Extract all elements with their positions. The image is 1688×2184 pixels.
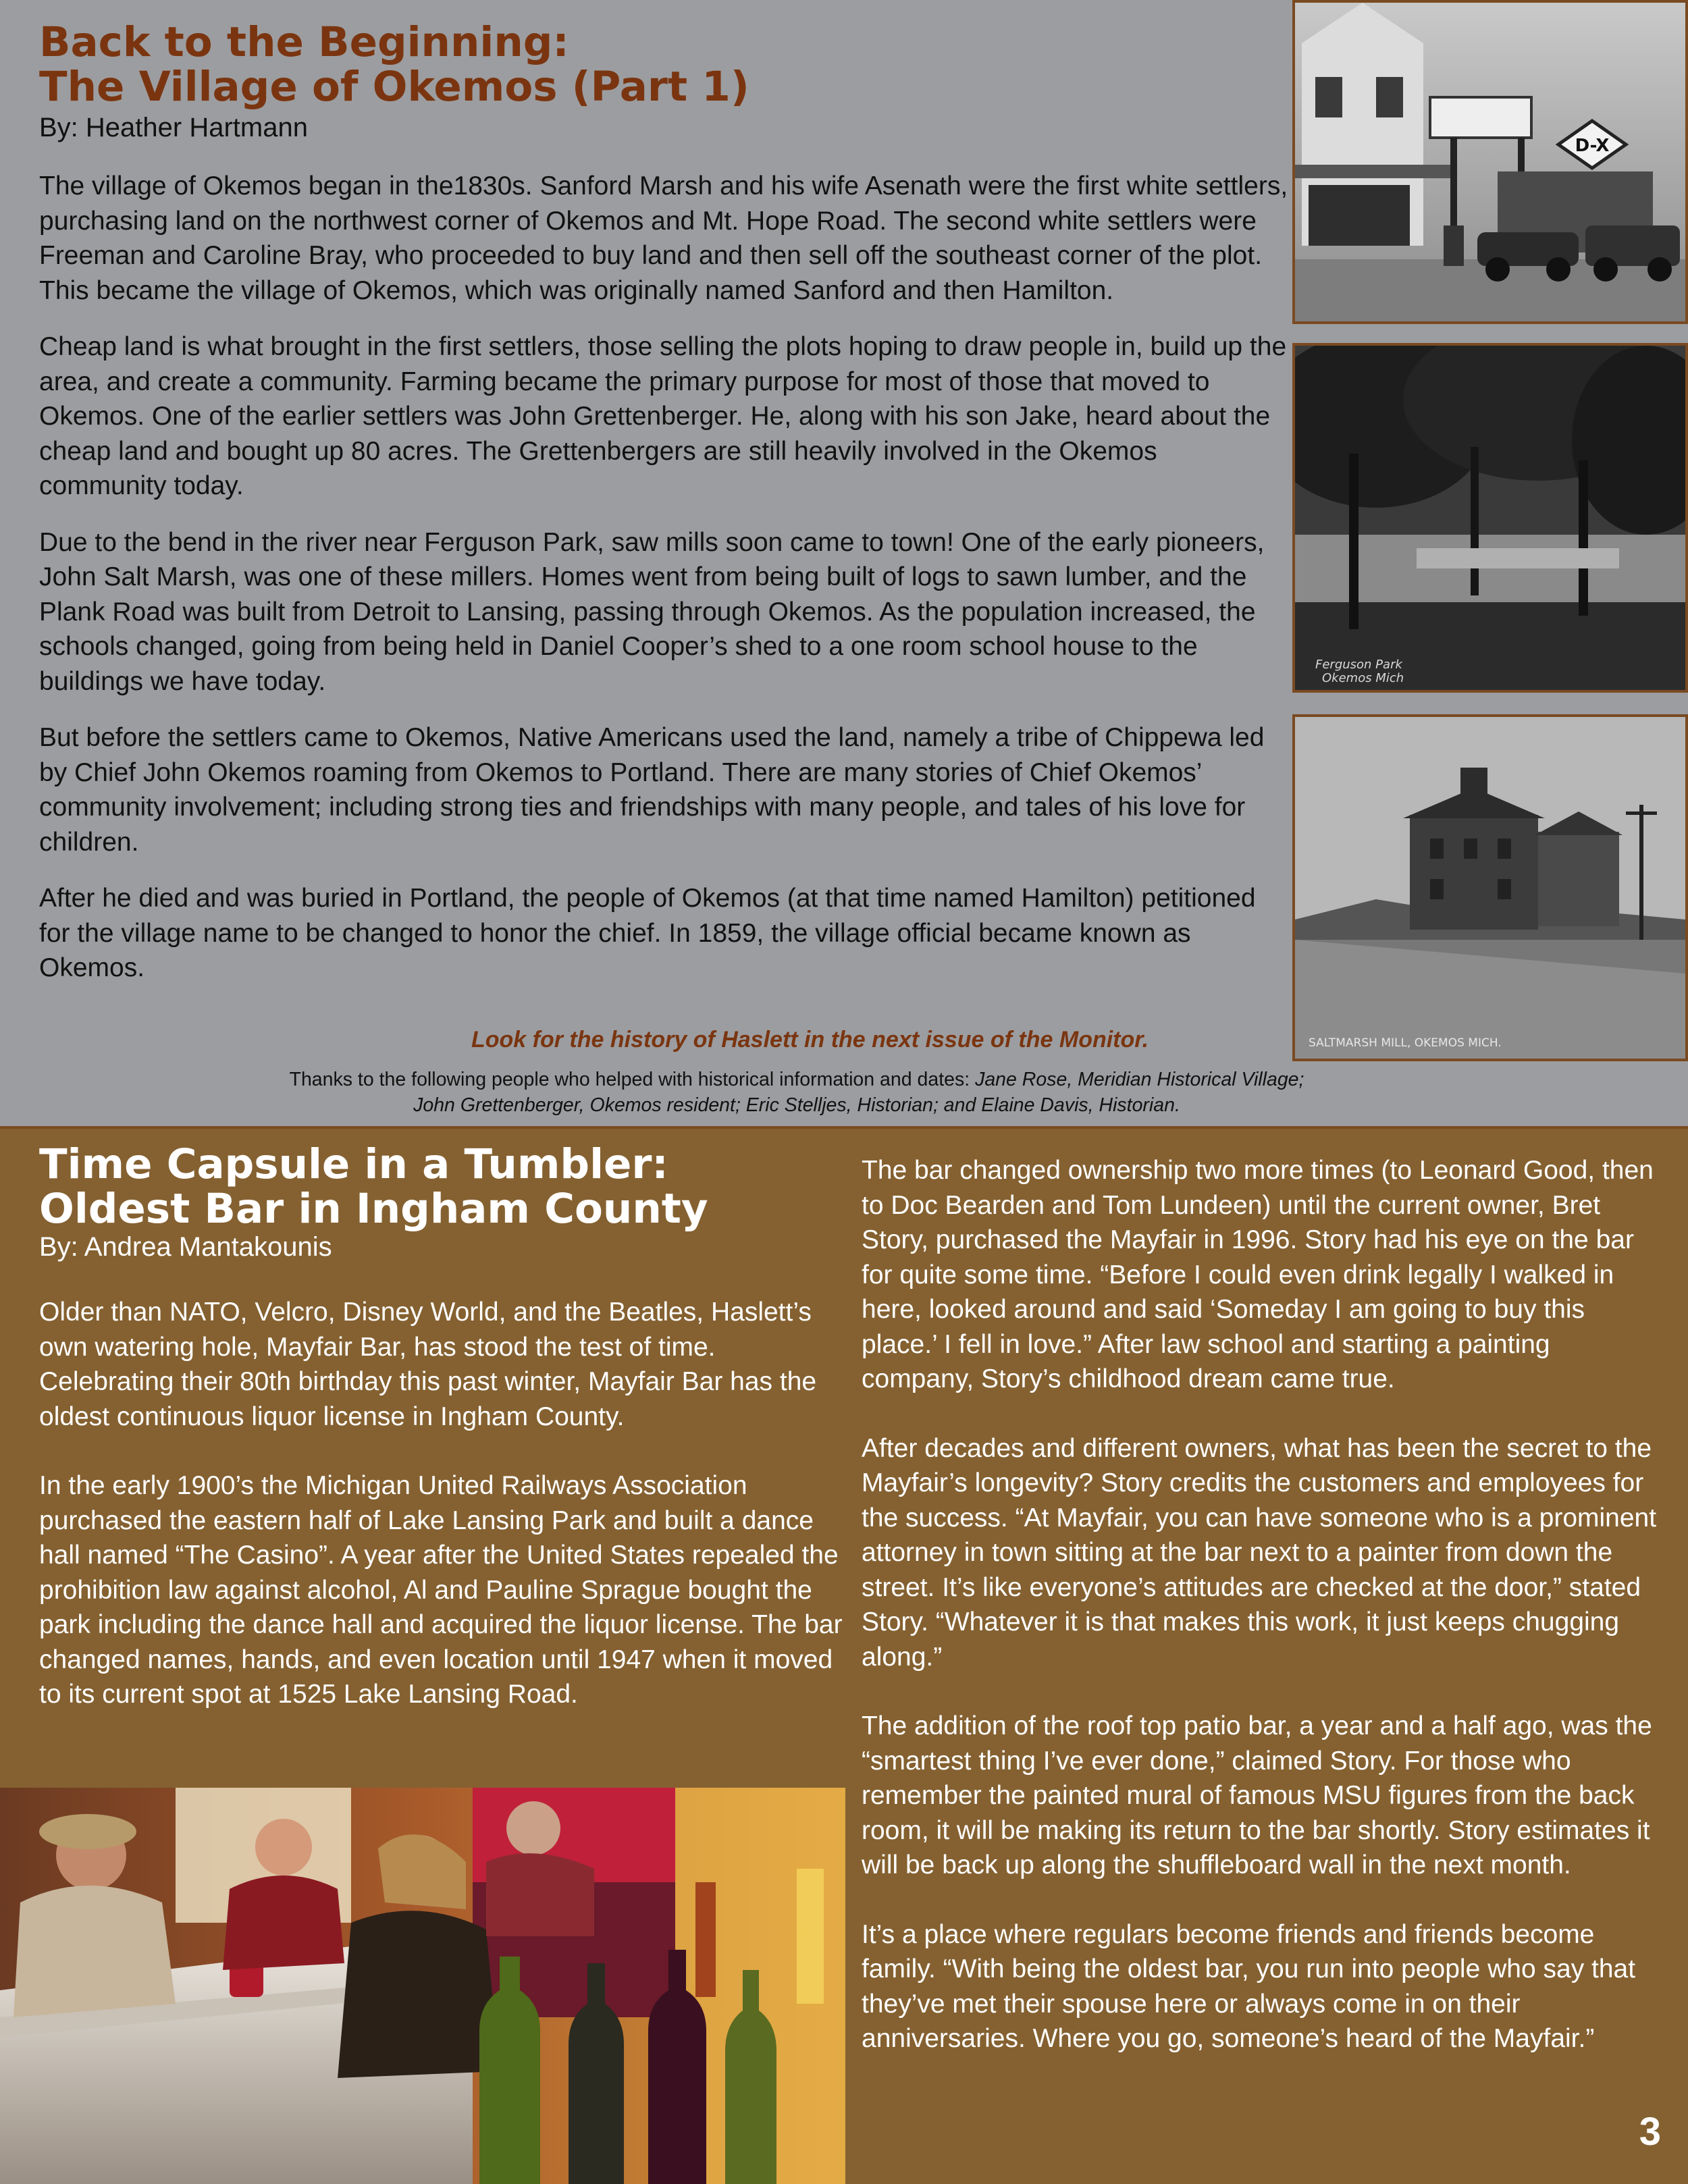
mayfair-left-column: [39, 1295, 843, 1747]
next-issue-promo: Look for the history of Haslett in the next issue of the Monitor.: [471, 1027, 1149, 1053]
page-number: 3: [1639, 2110, 1661, 2154]
saltmarsh-mill-caption: SALTMARSH MILL, OKEMOS MICH.: [1309, 1036, 1502, 1050]
okemos-paragraph: The village of Okemos began in the1830s. Sanford Marsh and his wife Asenath were the first white settlers, purchasing land on the northwest corner of Okemos and Mt. Hope Road. The second white settlers were Freeman and Caroline Bray, who proceeded to buy land and then sell off the southeast corner of the plot. This became the village of Okemos, which was originally named Sanford and then Hamilton.: [39, 171, 1288, 305]
okemos-paragraph: Cheap land is what brought in the first settlers, those selling the plots hoping to draw people in, build up the area, and create a community. Farming became the primary purpose for most of those that moved to Okemos. One of the earlier settlers was John Grettenberger. He, along with his son Jake, heard about the cheap land and bought up 80 acres. The Grettenbergers are still heavily involved in the Okemos community today.: [39, 332, 1287, 500]
gas-station-illustration: [1295, 3, 1685, 321]
mayfair-title-line-1: Time Capsule in a Tumbler:: [39, 1140, 668, 1188]
ferguson-park-caption-2: Okemos Mich: [1322, 671, 1404, 685]
mayfair-paragraph: The addition of the roof top patio bar, a year and a half ago, was the “smartest thing I’ve ever done,” claimed Story. For those who remember the painted mural of famous MSU figures from the back room, it will be making its return to the bar shortly. Story estimates it will be back up along the shuffleboard wall in the next month.: [862, 1711, 1652, 1880]
mayfair-title-line-2: Oldest Bar in Ingham County: [39, 1185, 708, 1233]
saltmarsh-mill-photo: [1292, 714, 1688, 1061]
acknowledgements-names-2: John Grettenberger, Okemos resident; Eric Stelljes, Historian; and Elaine Davis, Historian.: [413, 1094, 1180, 1116]
mayfair-paragraph: It’s a place where regulars become friends and friends become family. “With being the oldest bar, you run into people who say that they’ve met their spouse here or always come in on their anniversaries. Where you go, someone’s heard of the Mayfair.”: [862, 1919, 1636, 2053]
mayfair-right-column: [862, 1153, 1665, 2091]
mayfair-paragraph: The bar changed ownership two more times (to Leonard Good, then to Doc Bearden and Tom Lundeen) until the current owner, Bret Story, purchased the Mayfair in 1996. Story had his eye on the bar for quite some time. “Before I could even drink legally I walked in here, looked around and said ‘Someday I am going to buy this place.’ I fell in love.” After law school and starting a painting company, Story’s childhood dream came true.: [862, 1156, 1654, 1393]
okemos-byline: By: Heather Hartmann: [39, 113, 308, 142]
mayfair-bar-photo: [0, 1788, 845, 2184]
okemos-paragraph: After he died and was buried in Portland, the people of Okemos (at that time named Hamilton) petitioned for the village name to be changed to honor the chief. In 1859, the village official became known as Okemos.: [39, 884, 1256, 982]
ferguson-park-illustration: [1295, 346, 1685, 690]
acknowledgements-names-1: Jane Rose, Meridian Historical Village;: [975, 1069, 1304, 1090]
mayfair-paragraph: After decades and different owners, what has been the secret to the Mayfair’s longevity? Story credits the customers and employees for the success. “At Mayfair, you can have someone who is a prominent attorney in town sitting at the bar next to a painter from down the street. It’s like everyone’s attitudes are checked at the door,” stated Story. “Whatever it is that makes this work, it just keeps chugging along.”: [862, 1433, 1657, 1672]
dx-sign-text: D-X: [1575, 136, 1610, 156]
saltmarsh-mill-illustration: [1295, 717, 1685, 1059]
ferguson-park-caption-1: Ferguson Park: [1315, 658, 1402, 672]
mayfair-bar-illustration: [0, 1788, 845, 2184]
mayfair-byline: By: Andrea Mantakounis: [39, 1232, 332, 1262]
gas-station-photo: [1292, 0, 1688, 324]
mayfair-paragraph: In the early 1900’s the Michigan United Railways Association purchased the eastern half of Lake Lansing Park and built a dance hall named “The Casino”. A year after the United States repealed the prohibition law against alcohol, Al and Pauline Sprague bought the park including the dance hall and acquired the liquor license. The bar changed names, hands, and even location until 1947 when it moved to its current spot at 1525 Lake Lansing Road.: [39, 1471, 843, 1709]
mayfair-article-title: [39, 1142, 708, 1231]
acknowledgements-intro: Thanks to the following people who helped with historical information and dates:: [289, 1069, 976, 1090]
okemos-article-title: [39, 20, 749, 109]
mayfair-paragraph: Older than NATO, Velcro, Disney World, and the Beatles, Haslett’s own watering hole, Mayfair Bar, has stood the test of time. Celebrating their 80th birthday this past winter, Mayfair Bar has the oldest continuous liquor license in Ingham County.: [39, 1298, 817, 1431]
acknowledgements: [74, 1067, 1519, 1118]
mayfair-article-section: [0, 1129, 1688, 2184]
okemos-paragraph: Due to the bend in the river near Ferguson Park, saw mills soon came to town! One of the early pioneers, John Salt Marsh, was one of these millers. Homes went from being built of logs to sawn lumber, and the Plank Road was built from Detroit to Lansing, passing through Okemos. As the population increased, the schools changed, going from being held in Daniel Cooper’s shed to a one room school house to the buildings we have today.: [39, 527, 1265, 696]
ferguson-park-photo: [1292, 343, 1688, 693]
okemos-body: [39, 169, 1288, 1007]
okemos-title-line-2: The Village of Okemos (Part 1): [39, 63, 749, 111]
okemos-paragraph: But before the settlers came to Okemos, Native Americans used the land, namely a tribe of Chippewa led by Chief John Okemos roaming from Okemos to Portland. There are many stories of Chief Okemos’ community involvement; including strong ties and friendships with many people, and tales of his love for children.: [39, 723, 1265, 857]
okemos-title-line-1: Back to the Beginning:: [39, 18, 569, 66]
